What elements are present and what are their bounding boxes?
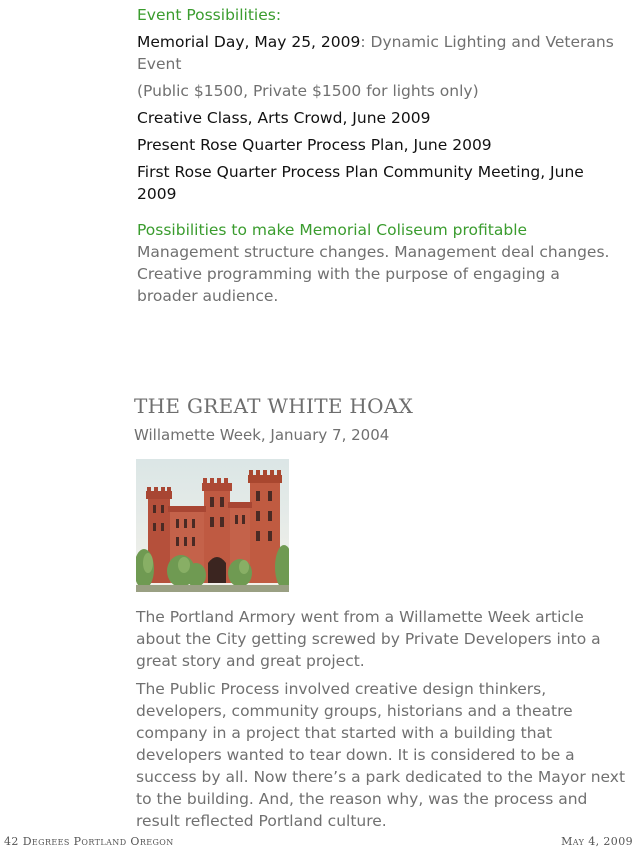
memorial-day-description: Dynamic Lighting and Veterans Event	[137, 33, 614, 73]
profitability-section	[137, 219, 617, 307]
hoax-source: Willamette Week, January 7, 2004	[134, 426, 390, 444]
hoax-paragraph: The Public Process involved creative design thinkers, developers, community groups, historians and a theatre company in a project that started with a building that developers wanted to tear down. It is considered to be a success by all. Now there’s a park dedicated to the Mayor next to the building. And, the reason why, was the process and result reflected Portland culture.	[136, 680, 626, 830]
footer-publication: 42 Degrees Portland Oregon	[4, 835, 174, 848]
event-item: First Rose Quarter Process Plan Community Meeting, June 2009	[137, 163, 584, 203]
hoax-paragraph: The Portland Armory went from a Willamette Week article about the City getting screwed by Private Developers into a great story and great project.	[136, 608, 601, 670]
event-item: Creative Class, Arts Crowd, June 2009	[137, 109, 431, 127]
event-possibilities-heading: Event Possibilities:	[137, 6, 282, 24]
memorial-day-event	[137, 31, 627, 75]
profitability-heading: Possibilities to make Memorial Coliseum profitable	[137, 221, 528, 239]
event-pricing: (Public $1500, Private $1500 for lights only)	[137, 82, 479, 100]
armory-illustration	[136, 459, 289, 592]
hoax-title: THE GREAT WHITE HOAX	[134, 394, 414, 418]
event-possibilities-section	[137, 4, 627, 210]
event-item: Present Rose Quarter Process Plan, June 2009	[137, 136, 492, 154]
memorial-day-date: Memorial Day, May 25, 2009	[137, 33, 361, 51]
memorial-day-separator: :	[360, 33, 371, 51]
hoax-body	[136, 606, 626, 838]
footer-date: May 4, 2009	[561, 835, 633, 848]
profitability-body: Management structure changes. Management deal changes. Creative programming with the purpose of engaging a broader audience.	[137, 243, 610, 305]
